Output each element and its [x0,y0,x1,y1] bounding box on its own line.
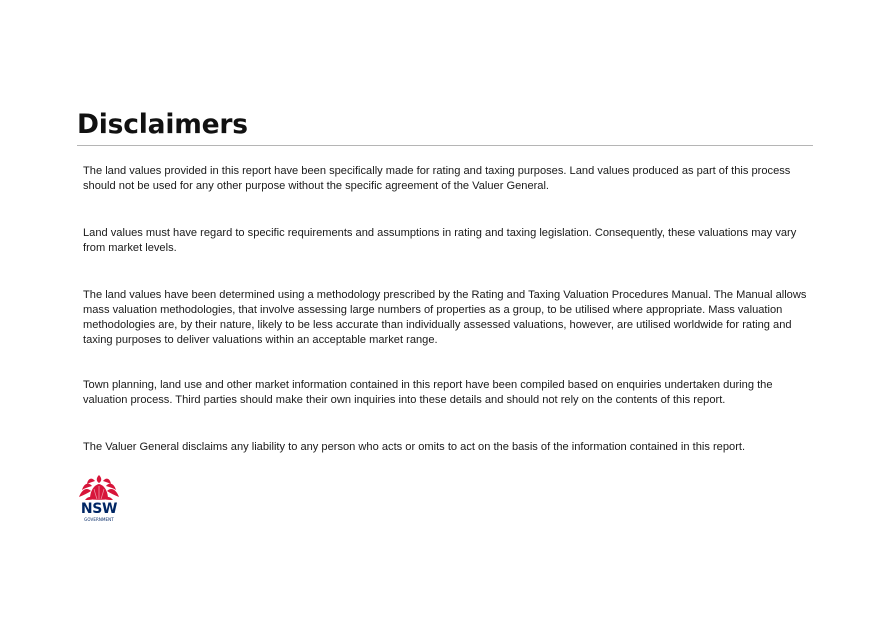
disclaimer-paragraph-legislation: Land values must have regard to specific requirements and assumptions in rating and taxing legislation. Consequently, these valuations may vary from market levels. [83,227,797,255]
nsw-government-logo [76,475,122,527]
title-divider [77,145,813,146]
nsw-wordmark: NSW [80,501,118,517]
disclaimer-paragraph-methodology: The land values have been determined using a methodology prescribed by the Rating and Taxing Valuation Procedures Manual. The Manual allows mass valuation methodologies, that involve assessing large numbers of properties as a group, to be utilised where appropriate. Mass valuation methodologies are, by their nature, likely to be less accurate than individually assessed valuations, however, are utilised worldwide for rating and taxing purposes to deliver valuations within an acceptable market range. [83,289,807,347]
disclaimer-paragraph-information: Town planning, land use and other market information contained in this report have been compiled based on enquiries undertaken during the valuation process. Third parties should make their own inquiries into these details and should not rely on the contents of this report. [83,379,773,407]
waratah-flower-icon [76,475,122,503]
disclaimer-paragraph-liability: The Valuer General disclaims any liability to any person who acts or omits to act on the basis of the information contained in this report. [83,441,746,453]
government-subtext: GOVERNMENT [84,517,114,522]
disclaimer-paragraph-purpose: The land values provided in this report have been specifically made for rating and taxing purposes. Land values produced as part of this process should not be used for any other purpose without the specific agreement of the Valuer General. [83,165,791,193]
page-title: Disclaimers [77,109,248,140]
